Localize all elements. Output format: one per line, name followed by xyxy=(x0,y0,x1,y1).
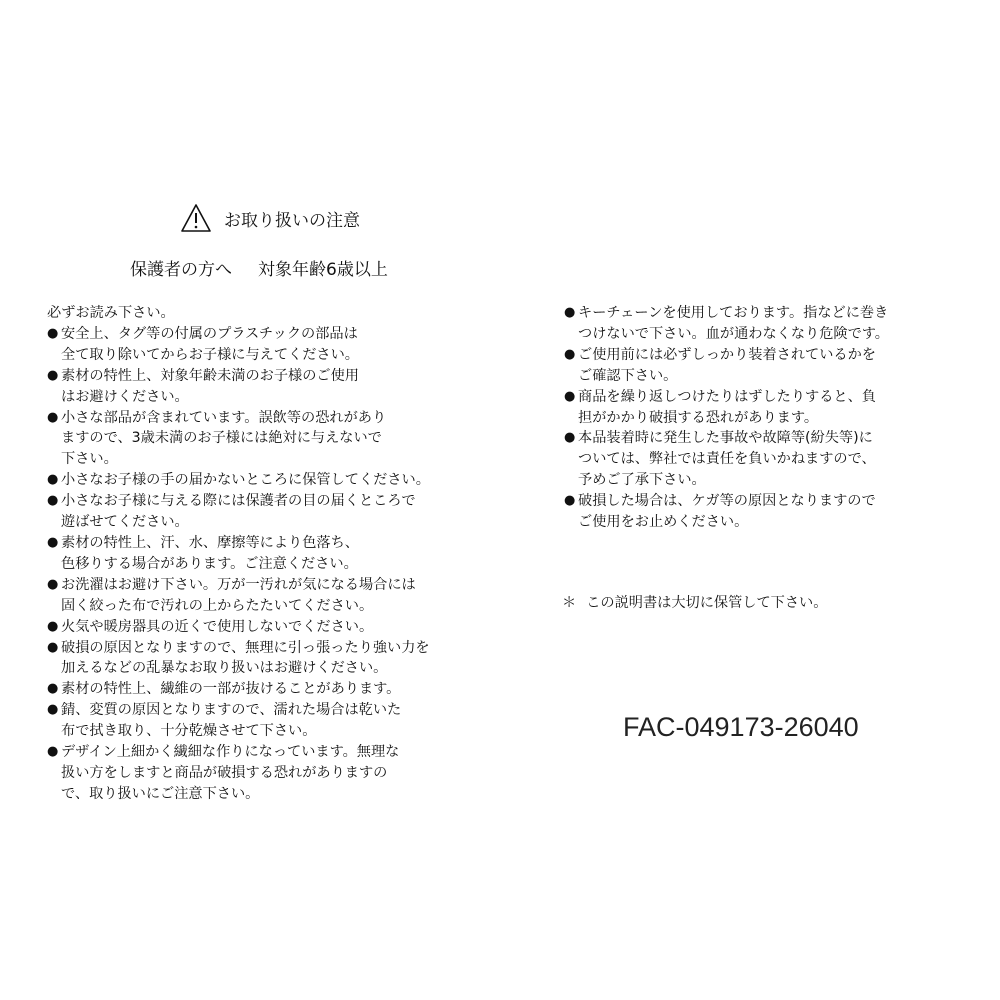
bullet: ● xyxy=(47,534,59,550)
bullet: ● xyxy=(47,576,59,592)
item-text: 素材の特性上、汗、水、摩擦等により色落ち、 色移りする場合があります。ご注意ください。 xyxy=(61,534,359,572)
item-text: 素材の特性上、繊維の一部が抜けることがあります。 xyxy=(61,681,401,698)
bullet: ● xyxy=(47,472,59,488)
item-text: ご使用前には必ずしっかり装着されているかを ご確認下さい。 xyxy=(578,346,876,384)
storage-note-text: この説明書は大切に保管して下さい。 xyxy=(586,595,828,611)
bullet: ● xyxy=(564,305,576,320)
bullet: ● xyxy=(564,430,576,446)
list-item xyxy=(47,679,430,700)
bullet: ● xyxy=(564,388,576,404)
item-text: 小さな部品が含まれています。誤飲等の恐れがあり ますので、3歳未満のお子様には絶対に与えないで 下さい。 xyxy=(61,409,387,468)
audience-line xyxy=(130,255,388,280)
list-item xyxy=(47,408,430,471)
product-code: FAC-049173-26040 xyxy=(623,712,859,742)
audience-label: 保護者の方へ xyxy=(130,260,232,280)
storage-note xyxy=(562,592,827,612)
list-item xyxy=(47,470,430,491)
bullet: ● xyxy=(47,409,59,425)
list-item xyxy=(47,366,430,408)
bullet: ● xyxy=(47,325,59,341)
list-item xyxy=(47,742,430,805)
item-text: 小さなお子様に与える際には保護者の目の届くところで 遊ばせてください。 xyxy=(61,493,416,531)
item-text: 破損した場合は、ケガ等の原因となりますので ご使用をお止めください。 xyxy=(578,493,876,531)
list-item xyxy=(47,324,430,366)
list-item xyxy=(564,387,889,429)
item-text: 素材の特性上、対象年齢未満のお子様のご使用 はお避けください。 xyxy=(61,367,359,405)
intro-text: 必ずお読み下さい。 xyxy=(47,305,175,321)
list-item xyxy=(47,575,430,617)
bullet: ● xyxy=(47,744,59,760)
item-text: 商品を繰り返しつけたりはずしたりすると、負 担がかかり破損する恐れがあります。 xyxy=(578,388,876,426)
item-text: デザイン上細かく繊細な作りになっています。無理な 扱い方をしますと商品が破損する恐れがありますの で、取り扱いにご注意下さい。 xyxy=(61,744,400,802)
list-item xyxy=(47,700,430,742)
header-title-row xyxy=(180,203,360,233)
item-text: 火気や暖房器具の近くで使用しないでください。 xyxy=(61,618,374,635)
bullet: ● xyxy=(47,681,59,697)
item-text: 錆、変質の原因となりますので、濡れた場合は乾いた 布で拭き取り、十分乾燥させて下さい。 xyxy=(61,702,402,740)
item-text: キーチェーンを使用しております。指などに巻き つけないで下さい。血が通わなくなり危険です。 xyxy=(578,305,889,342)
left-column xyxy=(47,303,430,805)
list-item xyxy=(564,345,889,387)
list-item xyxy=(47,533,430,575)
item-text: お洗濯はお避け下さい。万が一汚れが気になる場合には 固く絞った布で汚れの上からたたいてください。 xyxy=(61,576,416,614)
bullet: ● xyxy=(47,639,59,655)
page-title: お取り扱いの注意 xyxy=(224,210,360,231)
list-item xyxy=(47,638,430,680)
bullet: ● xyxy=(47,618,59,634)
item-text: 本品装着時に発生した事故や故障等(紛失等)に ついては、弊社では責任を負いかねますので、 予めご了承下さい。 xyxy=(578,430,876,489)
warning-triangle-icon xyxy=(180,203,212,233)
bullet: ● xyxy=(47,493,59,509)
item-text: 破損の原因となりますので、無理に引っ張ったり強い力を 加えるなどの乱暴なお取り扱いはお避けください。 xyxy=(61,639,430,677)
item-text: 小さなお子様の手の届かないところに保管してください。 xyxy=(61,472,430,489)
age-label: 対象年齢6歳以上 xyxy=(258,260,388,280)
asterisk-mark: ＊ xyxy=(562,595,577,611)
bullet: ● xyxy=(564,346,576,362)
list-item xyxy=(564,428,889,491)
item-text: 安全上、タグ等の付属のプラスチックの部品は 全て取り除いてからお子様に与えてください。 xyxy=(61,325,359,363)
list-item xyxy=(47,491,430,533)
bullet: ● xyxy=(564,493,576,509)
list-item xyxy=(47,617,430,638)
list-item xyxy=(564,491,889,533)
bullet: ● xyxy=(47,702,59,718)
right-column xyxy=(564,303,889,533)
list-item xyxy=(564,303,889,345)
bullet: ● xyxy=(47,367,59,383)
